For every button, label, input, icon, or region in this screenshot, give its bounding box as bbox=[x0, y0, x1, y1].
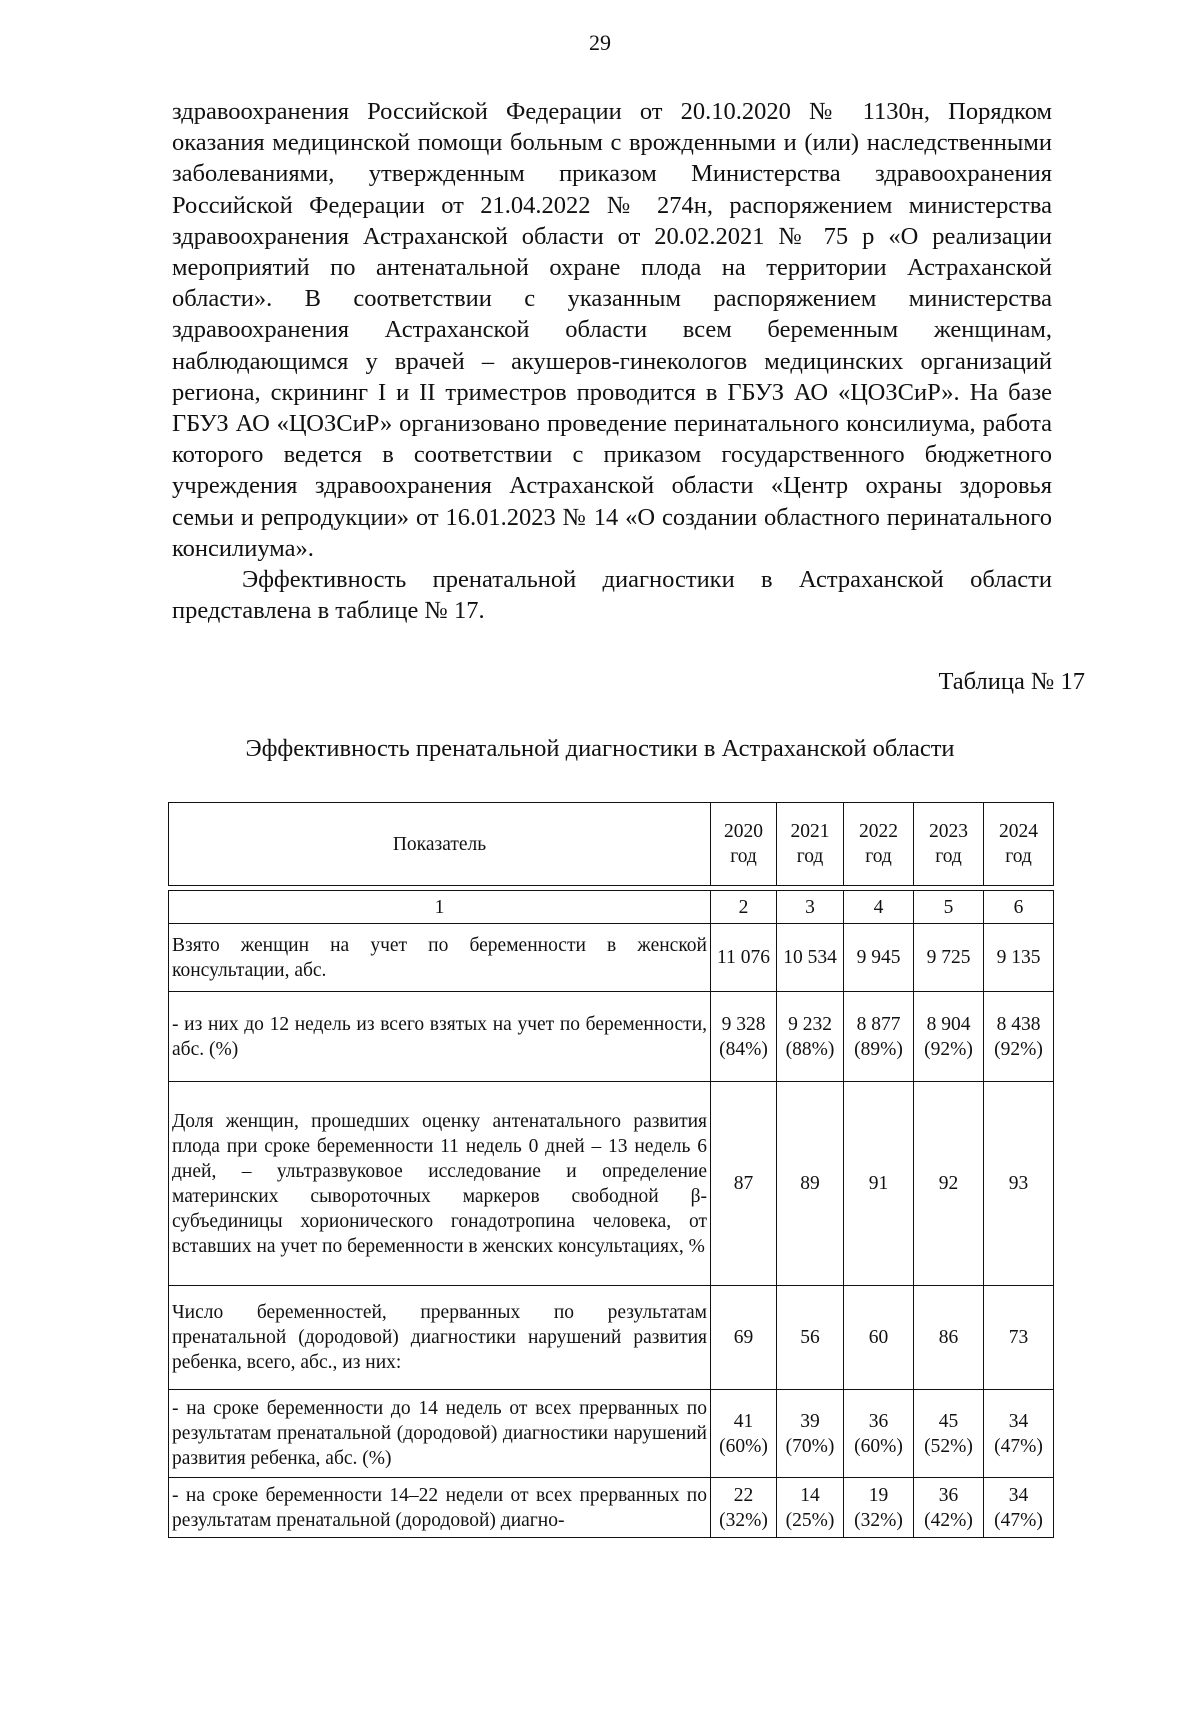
cell-value: 9 725 bbox=[914, 924, 984, 992]
table-row bbox=[169, 1286, 1054, 1390]
header-cell: 2020 год bbox=[711, 803, 777, 886]
cell-value: 45 (52%) bbox=[914, 1390, 984, 1478]
cell-value: 34 (47%) bbox=[984, 1478, 1054, 1538]
cell-value: 87 bbox=[711, 1082, 777, 1286]
cell-value: 73 bbox=[984, 1286, 1054, 1390]
header-cell: 2022 год bbox=[844, 803, 914, 886]
header-cell: 2023 год bbox=[914, 803, 984, 886]
cell-value: 9 328 (84%) bbox=[711, 992, 777, 1082]
column-number: 2 bbox=[711, 891, 777, 924]
cell-value: 56 bbox=[777, 1286, 844, 1390]
column-number: 3 bbox=[777, 891, 844, 924]
page-number: 29 bbox=[589, 30, 611, 55]
table-number: Таблица № 17 bbox=[938, 668, 1085, 695]
cell-value: 36 (42%) bbox=[914, 1478, 984, 1538]
table-row bbox=[169, 924, 1054, 992]
table-header-row bbox=[169, 803, 1054, 886]
row-label: Взято женщин на учет по беременности в женской консультации, абс. bbox=[169, 924, 711, 992]
header-cell: 2024 год bbox=[984, 803, 1054, 886]
column-number: 6 bbox=[984, 891, 1054, 924]
header-cell: Показатель bbox=[169, 803, 711, 886]
cell-value: 9 135 bbox=[984, 924, 1054, 992]
cell-value: 8 904 (92%) bbox=[914, 992, 984, 1082]
paragraph: Эффективность пренатальной диагностики в Астраханской области представлена в таблице № 17. bbox=[172, 566, 1052, 625]
row-label: Доля женщин, прошедших оценку антенатального развития плода при сроке беременности 11 недель 0 дней – 13 недель 6 дней, – ультразвуковое исследование и определение материнских сывороточных маркеров свободной β-субъединицы хорионического гонадотропина человека, от вставших на учет по беременности в женских консультациях, % bbox=[169, 1082, 711, 1286]
cell-value: 60 bbox=[844, 1286, 914, 1390]
table-row bbox=[169, 1082, 1054, 1286]
cell-value: 11 076 bbox=[711, 924, 777, 992]
cell-value: 9 232 (88%) bbox=[777, 992, 844, 1082]
cell-value: 92 bbox=[914, 1082, 984, 1286]
cell-value: 36 (60%) bbox=[844, 1390, 914, 1478]
cell-value: 22 (32%) bbox=[711, 1478, 777, 1538]
row-label: - на сроке беременности до 14 недель от всех прерванных по результатам пренатальной (дородовой) диагностики нарушений развития ребенка, абс. (%) bbox=[169, 1390, 711, 1478]
table-row bbox=[169, 992, 1054, 1082]
body-text bbox=[172, 96, 1052, 626]
table-title: Эффективность пренатальной диагностики в Астраханской области bbox=[245, 735, 955, 762]
row-label: Число беременностей, прерванных по результатам пренатальной (дородовой) диагностики нарушений развития ребенка, всего, абс., из них: bbox=[169, 1286, 711, 1390]
cell-value: 93 bbox=[984, 1082, 1054, 1286]
cell-value: 69 bbox=[711, 1286, 777, 1390]
table-row bbox=[169, 1390, 1054, 1478]
data-table bbox=[168, 802, 1054, 1538]
cell-value: 89 bbox=[777, 1082, 844, 1286]
cell-value: 10 534 bbox=[777, 924, 844, 992]
cell-value: 91 bbox=[844, 1082, 914, 1286]
column-number: 5 bbox=[914, 891, 984, 924]
table-row bbox=[169, 1478, 1054, 1538]
cell-value: 41 (60%) bbox=[711, 1390, 777, 1478]
cell-value: 86 bbox=[914, 1286, 984, 1390]
column-number: 1 bbox=[169, 891, 711, 924]
cell-value: 8 877 (89%) bbox=[844, 992, 914, 1082]
cell-value: 19 (32%) bbox=[844, 1478, 914, 1538]
row-label: - на сроке беременности 14–22 недели от всех прерванных по результатам пренатальной (дородовой) диагно- bbox=[169, 1478, 711, 1538]
cell-value: 9 945 bbox=[844, 924, 914, 992]
column-number-row bbox=[169, 891, 1054, 924]
cell-value: 14 (25%) bbox=[777, 1478, 844, 1538]
cell-value: 39 (70%) bbox=[777, 1390, 844, 1478]
column-number: 4 bbox=[844, 891, 914, 924]
row-label: - из них до 12 недель из всего взятых на учет по беременности, абс. (%) bbox=[169, 992, 711, 1082]
cell-value: 8 438 (92%) bbox=[984, 992, 1054, 1082]
paragraph: здравоохранения Российской Федерации от 20.10.2020 № 1130н, Порядком оказания медицинской помощи больным с врожденными и (или) наследственными заболеваниями, утвержденным приказом Министерства здравоохранения Российской Федерации от 21.04.2022 № 274н, распоряжением министерства здравоохранения Астраханской области от 20.02.2021 № 75 р «О реализации мероприятий по антенатальной охране плода на территории Астраханской области». В соответствии с указанным распоряжением министерства здравоохранения Астраханской области всем беременным женщинам, наблюдающимся у врачей – акушеров-гинекологов медицинских организаций региона, скрининг I и II триместров проводится в ГБУЗ АО «ЦОЗСиР». На базе ГБУЗ АО «ЦОЗСиР» организовано проведение перинатального консилиума, работа которого ведется в соответствии с приказом государственного бюджетного учреждения здравоохранения Астраханской области «Центр охраны здоровья семьи и репродукции» от 16.01.2023 № 14 «О создании областного перинатального консилиума». bbox=[172, 98, 1052, 562]
header-cell: 2021 год bbox=[777, 803, 844, 886]
cell-value: 34 (47%) bbox=[984, 1390, 1054, 1478]
